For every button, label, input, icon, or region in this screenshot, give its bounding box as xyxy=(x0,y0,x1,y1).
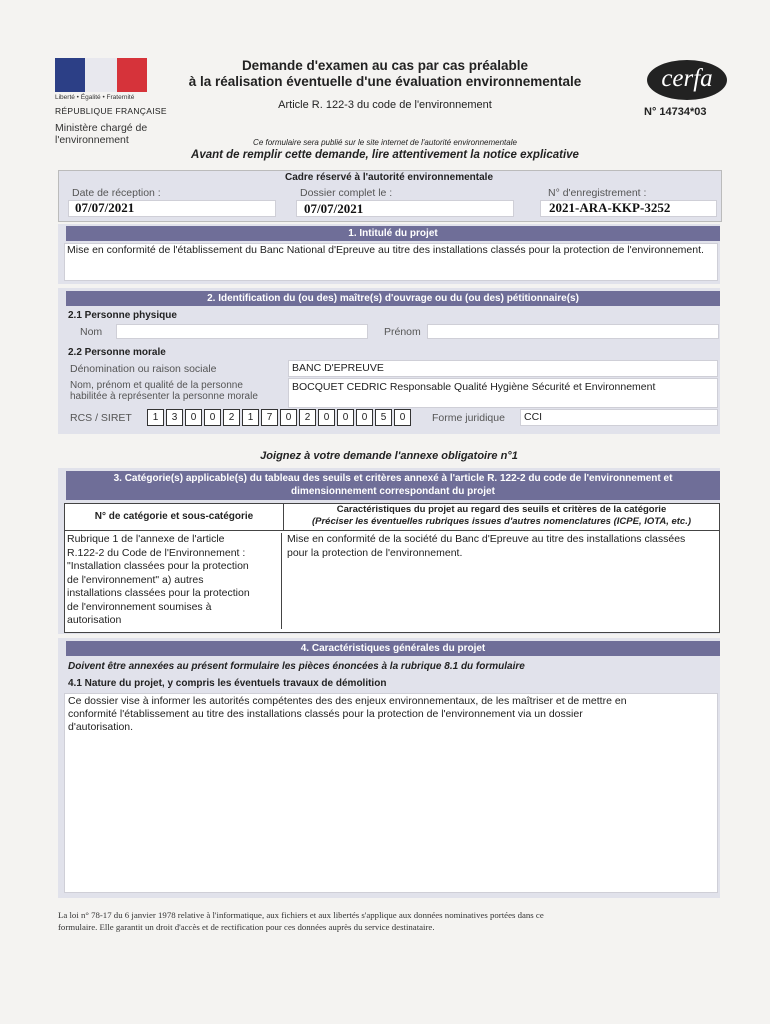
siret-digit-box[interactable]: 2 xyxy=(223,409,240,426)
representant-value: BOCQUET CEDRIC Responsable Qualité Hygiène Sécurité et Environnement xyxy=(292,381,656,393)
category-text-line: Rubrique 1 de l'annexe de l'article xyxy=(67,533,225,545)
section1-banner: 1. Intitulé du projet xyxy=(66,226,720,241)
cadre-reserve-title: Cadre réservé à l'autorité environnementale xyxy=(284,172,494,183)
characteristics-text-line: Mise en conformité de la société du Banc d'Epreuve au titre des installations classées xyxy=(287,533,686,545)
republique-francaise: RÉPUBLIQUE FRANÇAISE xyxy=(55,106,167,116)
dossier-complet-label: Dossier complet le : xyxy=(300,187,393,199)
section3-title-line2: dimensionnement correspondant du projet xyxy=(291,486,495,497)
section3-banner xyxy=(66,471,720,500)
read-notice-instruction: Avant de remplir cette demande, lire attentivement la notice explicative xyxy=(191,149,579,161)
nature-text-line: conformité l'établissement au titre des installations classés pour la protection de l'environnement via un dossier xyxy=(68,708,583,720)
republic-motto: Liberté • Égalité • Fraternité xyxy=(55,94,135,101)
table-col2-header xyxy=(284,504,719,531)
article-reference: Article R. 122-3 du code de l'environnement xyxy=(278,99,492,111)
representant-label-line1: Nom, prénom et qualité de la personne xyxy=(70,380,243,391)
nature-text-line: d'autorisation. xyxy=(68,721,134,733)
category-text-line: installations classées pour la protection xyxy=(67,587,250,599)
privacy-footer xyxy=(58,909,718,933)
forme-juridique-value: CCI xyxy=(524,411,543,423)
date-reception-value: 07/07/2021 xyxy=(75,200,135,215)
siret-digit-box[interactable]: 1 xyxy=(147,409,164,426)
privacy-footer-line2: formulaire. Elle garantit un droit d'accès et de rectification pour ces données auprès du service destinataire. xyxy=(58,922,435,932)
denomination-label: Dénomination ou raison sociale xyxy=(70,363,217,375)
nom-label: Nom xyxy=(80,326,103,338)
date-reception-field[interactable] xyxy=(68,200,276,217)
siret-digit-box[interactable]: 2 xyxy=(299,409,316,426)
form-title-line1: Demande d'examen au cas par cas préalable xyxy=(241,58,529,73)
denomination-input[interactable] xyxy=(288,360,718,377)
forme-juridique-label: Forme juridique xyxy=(432,412,505,424)
category-table xyxy=(64,503,720,633)
siret-digit-box[interactable]: 0 xyxy=(337,409,354,426)
siret-digit-box[interactable]: 3 xyxy=(166,409,183,426)
siret-digit-box[interactable]: 0 xyxy=(318,409,335,426)
enregistrement-field[interactable] xyxy=(540,200,717,217)
category-text-line: de l'environnement" a) autres xyxy=(67,573,204,586)
category-text-line: "Installation classées pour la protection xyxy=(67,560,249,572)
siret-digit-box[interactable]: 0 xyxy=(185,409,202,426)
table-col2-header-line1: Caractéristiques du projet au regard des seuils et critères de la catégorie xyxy=(336,504,667,515)
enregistrement-value: 2021-ARA-KKP-3252 xyxy=(549,200,671,215)
ministry-label: Ministère chargé de l'environnement xyxy=(55,122,148,146)
siret-digit-box[interactable]: 5 xyxy=(375,409,392,426)
date-reception-label: Date de réception : xyxy=(72,187,161,199)
marianne-logo xyxy=(55,58,147,92)
siret-label: RCS / SIRET xyxy=(70,412,132,424)
category-text-line: R.122-2 du Code de l'Environnement : xyxy=(67,546,246,559)
form-title xyxy=(160,58,610,90)
form-title-line2: à la réalisation éventuelle d'une évaluation environnementale xyxy=(188,74,582,89)
prenom-input[interactable] xyxy=(427,324,719,339)
siret-digit-box[interactable]: 0 xyxy=(356,409,373,426)
personne-morale-title: 2.2 Personne morale xyxy=(68,347,166,358)
category-text-line: de l'environnement soumises à xyxy=(67,600,212,613)
siret-digit-box[interactable]: 0 xyxy=(394,409,411,426)
siret-input[interactable] xyxy=(147,409,411,426)
personne-physique-title: 2.1 Personne physique xyxy=(68,310,177,321)
denomination-value: BANC D'EPREUVE xyxy=(292,362,384,374)
table-col2-cell[interactable] xyxy=(287,533,717,629)
table-col1-cell[interactable] xyxy=(67,533,282,629)
dossier-complet-value: 07/07/2021 xyxy=(304,201,364,216)
nature-projet-title: 4.1 Nature du projet, y compris les éventuels travaux de démolition xyxy=(68,678,387,689)
category-text-line: autorisation xyxy=(67,614,122,626)
privacy-footer-line1: La loi n° 78-17 du 6 janvier 1978 relative à l'informatique, aux fichiers et aux libertés s'applique aux données nominatives portées dans ce xyxy=(58,910,544,920)
enregistrement-label: N° d'enregistrement : xyxy=(548,187,647,199)
section2-banner: 2. Identification du (ou des) maître(s) d'ouvrage ou du (ou des) pétitionnaire(s) xyxy=(66,291,720,306)
annexe-note: Joignez à votre demande l'annexe obligatoire n°1 xyxy=(260,450,518,462)
section4-annex-note: Doivent être annexées au présent formulaire les pièces énoncées à la rubrique 8.1 du formulaire xyxy=(68,661,525,672)
characteristics-text-line: pour la protection de l'environnement. xyxy=(287,546,463,559)
section3-title-line1: 3. Catégorie(s) applicable(s) du tableau des seuils et critères annexé à l'article R. 122-2 du code de l'environnement et xyxy=(113,473,673,484)
nom-input[interactable] xyxy=(116,324,368,339)
cerfa-logo: cerfa xyxy=(647,60,727,100)
section4-banner: 4. Caractéristiques générales du projet xyxy=(66,641,720,656)
nature-text-line: Ce dossier vise à informer les autorités compétentes des des enjeux environnementaux, de les maîtriser et de mettre en xyxy=(68,695,627,707)
representant-input[interactable] xyxy=(288,378,718,408)
representant-label-line2: habilitée à représenter la personne morale xyxy=(70,391,258,402)
representant-label xyxy=(70,380,258,402)
siret-digit-box[interactable]: 0 xyxy=(280,409,297,426)
prenom-label: Prénom xyxy=(384,326,421,338)
forme-juridique-input[interactable] xyxy=(520,409,718,426)
siret-digit-box[interactable]: 7 xyxy=(261,409,278,426)
project-title-field[interactable] xyxy=(64,243,718,281)
siret-digit-box[interactable]: 1 xyxy=(242,409,259,426)
table-col1-header: N° de catégorie et sous-catégorie xyxy=(65,504,284,531)
cerfa-number: N° 14734*03 xyxy=(644,106,707,118)
nature-projet-field[interactable] xyxy=(64,693,718,893)
table-col2-header-line2: (Préciser les éventuelles rubriques issues d'autres nomenclatures (ICPE, IOTA, etc.) xyxy=(311,516,692,527)
publication-note: Ce formulaire sera publié sur le site internet de l'autorité environnementale xyxy=(253,138,517,147)
project-title-text: Mise en conformité de l'établissement du Banc National d'Epreuve au titre des installations classés pour la protection de l'environnement. xyxy=(67,244,704,256)
dossier-complet-field[interactable] xyxy=(296,200,514,217)
siret-digit-box[interactable]: 0 xyxy=(204,409,221,426)
